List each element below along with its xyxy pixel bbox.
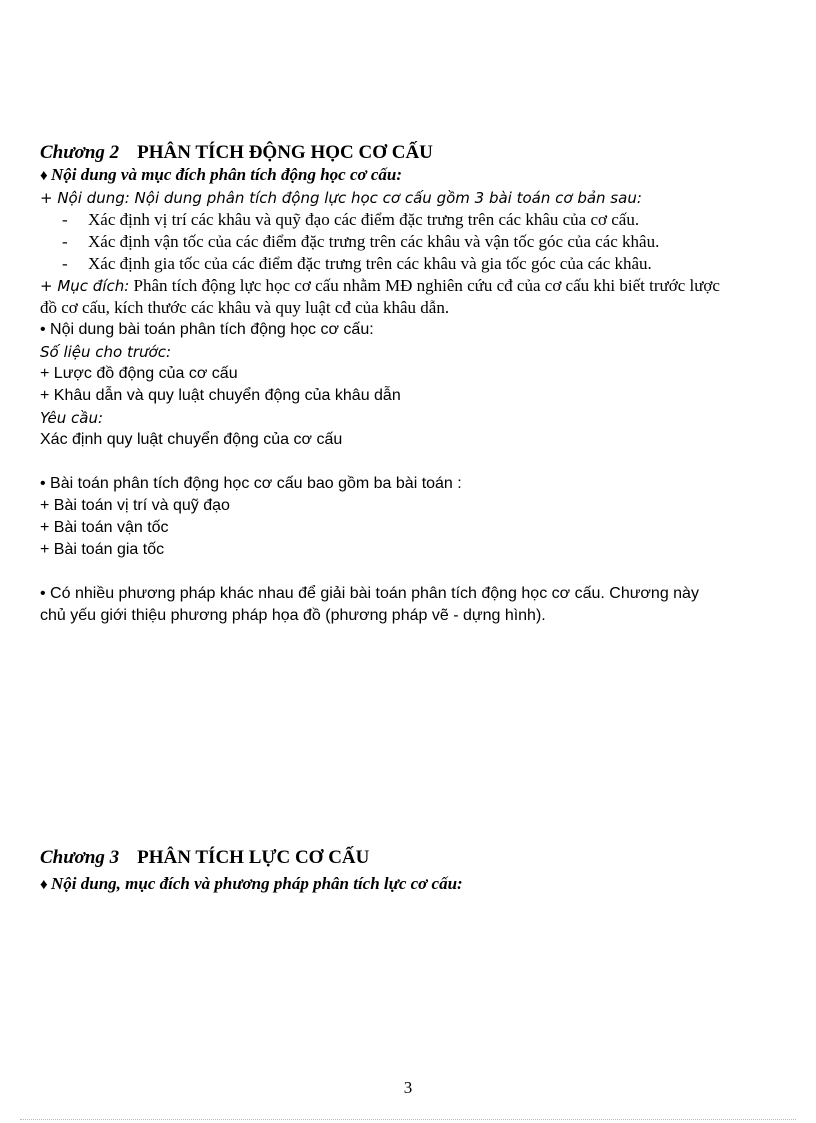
chapter-number: Chương 3 bbox=[40, 847, 120, 868]
includes-heading: • Bài toán phân tích động học cơ cấu bao gồm ba bài toán : bbox=[40, 475, 462, 492]
chapter-number: Chương 2 bbox=[40, 142, 120, 163]
purpose-paragraph: + Mục đích: Phân tích động lực học cơ cấu nhằm MĐ nghiên cứu cđ của cơ cấu khi biết trước lược bbox=[40, 276, 720, 295]
list-item: + Bài toán vận tốc bbox=[40, 519, 169, 536]
diamond-bullet-icon: ♦ bbox=[40, 168, 48, 184]
list-item: - Xác định gia tốc của các điểm đặc trưng trên các khâu và gia tốc góc của các khâu. bbox=[62, 254, 652, 273]
purpose-paragraph-cont: đồ cơ cấu, kích thước các khâu và quy luật cđ của khâu dẫn. bbox=[40, 298, 450, 317]
list-item: + Bài toán vị trí và quỹ đạo bbox=[40, 497, 230, 514]
chapter-2-heading bbox=[40, 142, 790, 164]
list-item: - Xác định vị trí các khâu và quỹ đạo các điểm đặc trưng trên các khâu của cơ cấu. bbox=[62, 210, 640, 229]
required-label: Yêu cầu: bbox=[40, 409, 104, 427]
list-item: + Lược đồ động của cơ cấu bbox=[40, 365, 238, 382]
chapter-title: PHÂN TÍCH LỰC CƠ CẤU bbox=[137, 847, 370, 868]
chapter-2-content bbox=[40, 187, 790, 627]
page-number: 3 bbox=[403, 1078, 413, 1097]
list-item: - Xác định vận tốc của các điểm đặc trưng trên các khâu và vận tốc góc của các khâu. bbox=[62, 232, 660, 251]
required-text: Xác định quy luật chuyển động của cơ cấu bbox=[40, 431, 343, 448]
content-intro: + Nội dung: Nội dung phân tích động lực học cơ cấu gồm 3 bài toán cơ bản sau: bbox=[40, 189, 642, 207]
purpose-label: + Mục đích: bbox=[40, 277, 130, 295]
chapter-3-subheading: ♦ Nội dung, mục đích và phương pháp phân tích lực cơ cấu: bbox=[40, 873, 790, 896]
chapter-3-heading bbox=[40, 847, 790, 869]
list-item: + Bài toán gia tốc bbox=[40, 541, 165, 558]
problem-heading: • Nội dung bài toán phân tích động học cơ cấu: bbox=[40, 321, 374, 338]
page-border bbox=[20, 1119, 796, 1120]
list-item: + Khâu dẫn và quy luật chuyển động của khâu dẫn bbox=[40, 387, 401, 404]
chapter-title: PHÂN TÍCH ĐỘNG HỌC CƠ CẤU bbox=[137, 142, 433, 163]
methods-paragraph: • Có nhiều phương pháp khác nhau để giải bài toán phân tích động học cơ cấu. Chương này bbox=[40, 585, 699, 602]
given-label: Số liệu cho trước: bbox=[40, 343, 172, 361]
diamond-bullet-icon: ♦ bbox=[40, 877, 48, 893]
methods-paragraph-cont: chủ yếu giới thiệu phương pháp họa đồ (phương pháp vẽ - dựng hình). bbox=[40, 607, 546, 624]
chapter-2-subheading: ♦ Nội dung và mục đích phân tích động học cơ cấu: bbox=[40, 164, 790, 187]
